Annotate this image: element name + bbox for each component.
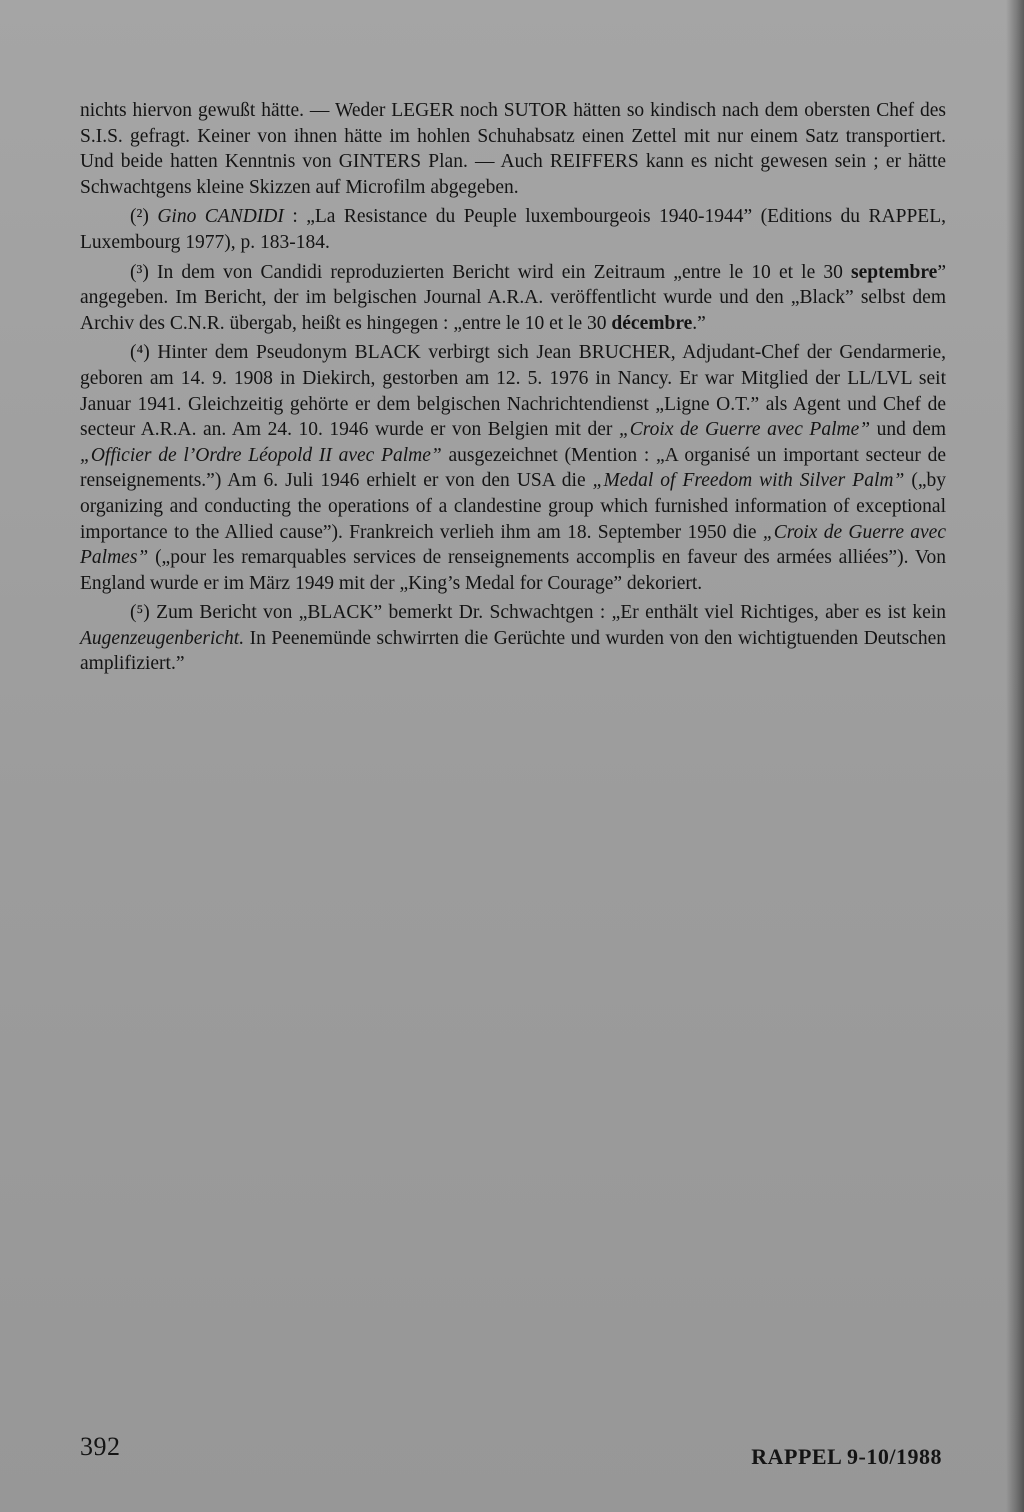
footnote-text: Hinter dem Pseudonym BLACK verbirgt sich Jean BRUCHER, Adjudant-Chef der Gendarmerie, geboren am 14. 9. 1908 in Diekirch, gestorben am 12. 5. 1976 in Nancy. Er war Mitglied der LL/LVL seit Januar 1941. Gleichzeitig gehörte er dem belgischen Nachrichtendienst „Ligne O.T.” als Agent und Chef de secteur A.R.A. an. Am 24. 10. 1946 wurde er von Belgien mit der: [80, 342, 946, 441]
footnote-4: [80, 340, 946, 596]
footnote-text: In dem von Candidi reproduzierten Bericht wird ein Zeitraum „entre le 10 et le 30: [148, 261, 852, 283]
award-title: „Croix de Guerre avec Palme”: [618, 419, 871, 441]
footnote-text: .”: [692, 312, 706, 334]
footnote-2: [80, 204, 946, 255]
footnote-mark: (²): [130, 206, 149, 228]
footnote-text: ausgezeichnet (Mention : „A organisé un important secteur de renseignements.”) Am 6. Juli 1946 erhielt er von den USA die: [80, 444, 947, 492]
footnote-text: Zum Bericht von „BLACK” bemerkt Dr. Schwachtgen : „Er enthält viel Richtiges, aber es ist kein: [149, 602, 946, 624]
emphasis-text: décembre: [611, 312, 693, 334]
continued-paragraph: nichts hiervon gewußt hätte. — Weder LEGER noch SUTOR hätten so kindisch nach dem obersten Chef des S.I.S. gefragt. Keiner von ihnen hätte im hohlen Schuhabsatz einen Zettel mit nur einem Satz transportiert. Und beide hatten Kenntnis von GINTERS Plan. — Auch REIFFERS kann es nicht gewesen sein ; er hätte Schwachtgens kleine Skizzen auf Microfilm abgegeben.: [80, 100, 946, 198]
emphasis-text: Augenzeugenbericht.: [80, 627, 245, 649]
footnote-author: Gino CANDIDI: [157, 206, 284, 228]
footnote-text: : „La Resistance du Peuple luxembourgeois 1940-1944” (Editions du RAPPEL, Luxembourg 1977), p. 183-184.: [80, 206, 946, 253]
footnote-text: („pour les remarquables services de renseignements accomplis en faveur des armées alliées”). Von England wurde er im März 1949 mit der „King’s Medal for Courage” dekoriert.: [80, 547, 946, 594]
footnote-mark: (³): [130, 261, 149, 283]
footnote-mark: (⁵): [130, 602, 150, 624]
footnote-3: [80, 260, 946, 337]
footnote-text: („by organizing and conducting the operations of a clandestine group which furnished information of exceptional importance to the Allied cause”). Frankreich verlieh ihm am 18. September 1950 die: [80, 470, 946, 543]
footnote-text: ” angegeben. Im Bericht, der im belgischen Journal A.R.A. veröffentlicht wurde und den „Black” selbst dem Archiv des C.N.R. übergab, heißt es hingegen : „entre le 10 et le 30: [80, 261, 946, 334]
page-number: 392: [80, 1432, 121, 1461]
footnote-text: und dem: [870, 419, 946, 441]
emphasis-text: septembre: [851, 261, 938, 283]
award-title: „Croix de Guerre avec Palmes”: [80, 521, 946, 569]
journal-reference: RAPPEL 9-10/1988: [751, 1444, 942, 1469]
body-text: [80, 98, 946, 681]
award-title: „Medal of Freedom with Silver Palm”: [592, 470, 905, 492]
award-title: „Officier de l’Ordre Léopold II avec Palme”: [80, 444, 442, 466]
footnote-5: [80, 600, 946, 677]
footnote-mark: (⁴): [130, 342, 150, 364]
footnote-text: In Peenemünde schwirrten die Gerüchte und wurden von den wichtigtuenden Deutschen amplifiziert.”: [80, 627, 946, 675]
